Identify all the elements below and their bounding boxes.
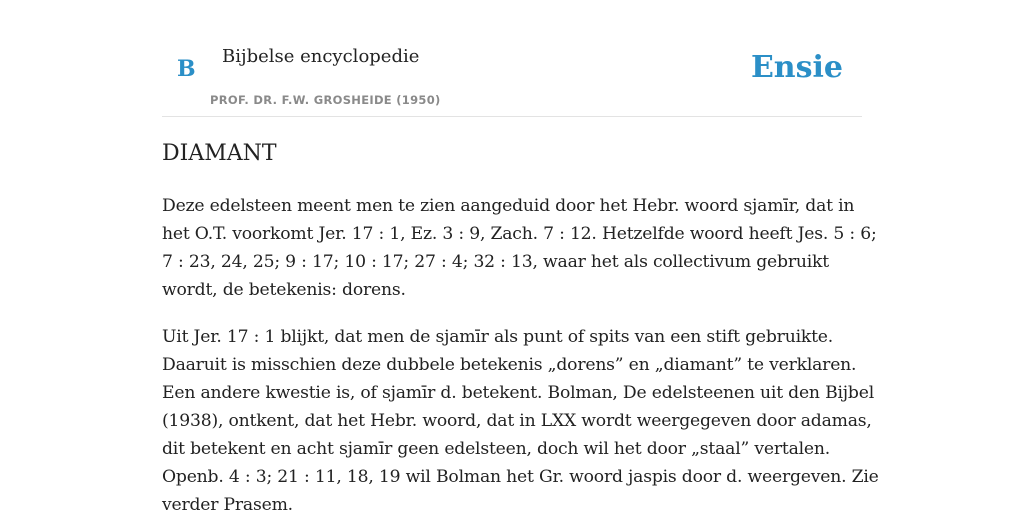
brand-logo[interactable]: Ensie	[750, 50, 843, 85]
book-title[interactable]: Bijbelse encyclopedie	[222, 46, 420, 67]
paragraph-line: verder Prasem.	[162, 495, 293, 515]
entry-paragraph	[162, 192, 877, 304]
paragraph-line: 7 : 23, 24, 25; 9 : 17; 10 : 17; 27 : 4; 32 : 13, waar het als collectivum gebruikt	[162, 252, 829, 272]
paragraph-line: het O.T. voorkomt Jer. 17 : 1, Ez. 3 : 9, Zach. 7 : 12. Hetzelfde woord heeft Jes. 5 : 6;	[162, 224, 877, 244]
paragraph-line: Uit Jer. 17 : 1 blijkt, dat men de sjamīr als punt of spits van een stift gebruikte.	[162, 327, 834, 347]
entry-paragraph	[162, 323, 879, 519]
paragraph-line: wordt, de betekenis: dorens.	[162, 280, 406, 300]
paragraph-line: Openb. 4 : 3; 21 : 11, 18, 19 wil Bolman het Gr. woord jaspis door d. weergeven. Zie	[162, 467, 879, 487]
paragraph-line: dit betekent en acht sjamīr geen edelsteen, doch wil het door „staal” vertalen.	[162, 439, 831, 459]
entry-title: DIAMANT	[162, 141, 277, 166]
paragraph-line: Een andere kwestie is, of sjamīr d. betekent. Bolman, De edelsteenen uit den Bijbel	[162, 383, 874, 403]
paragraph-line: Daaruit is misschien deze dubbele betekenis „dorens” en „diamant” te verklaren.	[162, 355, 857, 375]
paragraph-line: (1938), ontkent, dat het Hebr. woord, dat in LXX wordt weergegeven door adamas,	[162, 411, 872, 431]
page-content	[162, 0, 879, 515]
book-author: PROF. DR. F.W. GROSHEIDE (1950)	[210, 93, 441, 107]
header	[162, 0, 862, 117]
paragraph-line: Deze edelsteen meent men te zien aangeduid door het Hebr. woord sjamīr, dat in	[162, 196, 855, 216]
book-logo-icon[interactable]: B	[177, 56, 196, 82]
